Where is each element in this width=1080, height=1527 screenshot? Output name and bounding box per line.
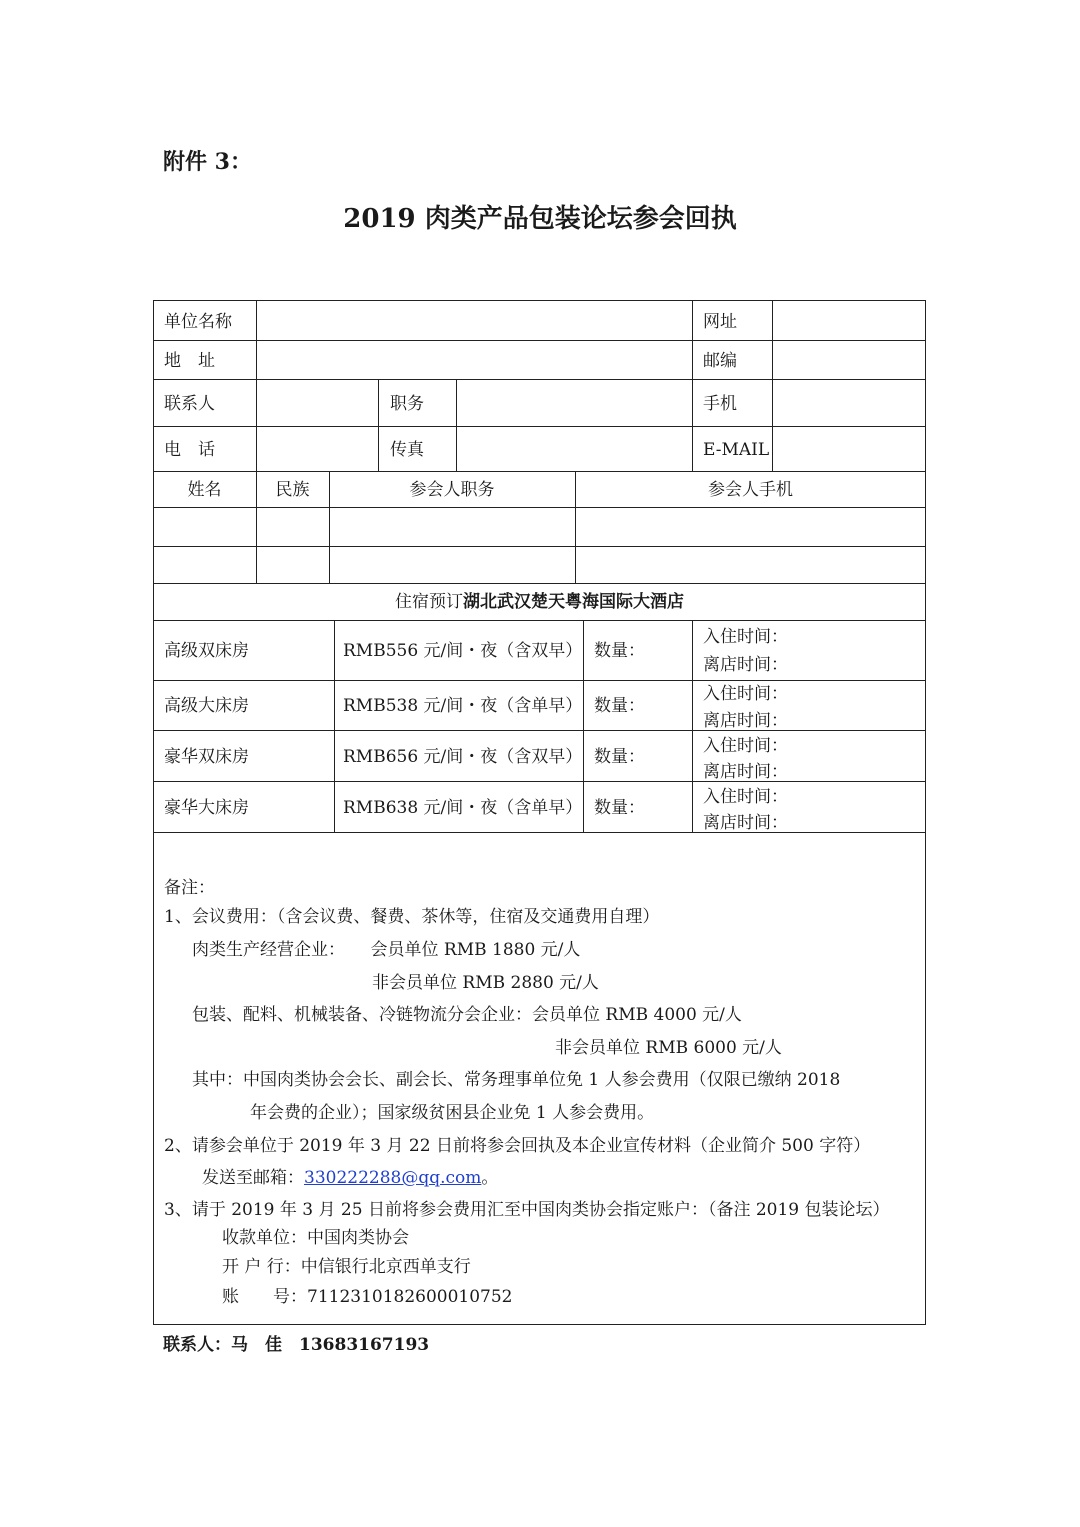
- row-divider: [153, 680, 926, 681]
- address-label: 地 址: [164, 351, 215, 371]
- checkin-label: 入住时间：: [703, 787, 788, 807]
- email-label: E-MAIL: [703, 440, 770, 460]
- col-divider: [378, 379, 379, 471]
- row-divider: [153, 620, 926, 621]
- room-quantity-label: 数量：: [594, 798, 645, 818]
- room-quantity-label: 数量：: [594, 641, 645, 661]
- exemption-line-2: 年会费的企业）；国家级贫困县企业免 1 人参会费用。: [250, 1103, 655, 1123]
- room-type: 豪华双床房: [164, 747, 249, 767]
- document-title: 2019 肉类产品包装论坛参会回执: [343, 204, 737, 234]
- notes-heading: 备注：: [164, 878, 215, 898]
- checkout-label: 离店时间：: [703, 711, 788, 731]
- row-divider: [153, 832, 926, 833]
- hotel-name: 湖北武汉楚天粤海国际大酒店: [463, 592, 684, 612]
- payee-line: 收款单位：中国肉类协会: [222, 1228, 409, 1248]
- position-label: 职务: [390, 394, 424, 414]
- hotel-reservation-title: [153, 592, 926, 612]
- row-divider: [153, 730, 926, 731]
- send-to-line: [202, 1167, 498, 1189]
- room-type: 豪华大床房: [164, 798, 249, 818]
- bank-line: 开 户 行：中信银行北京西单支行: [222, 1257, 471, 1277]
- checkout-label: 离店时间：: [703, 813, 788, 833]
- row-divider: [153, 340, 926, 341]
- packaging-nonmember-fee: 非会员单位 RMB 6000 元/人: [555, 1038, 782, 1058]
- meat-member-fee: 肉类生产经营企业： 会员单位 RMB 1880 元/人: [192, 940, 581, 960]
- contact-person-label: 联系人: [164, 394, 215, 414]
- row-divider: [153, 781, 926, 782]
- col-divider: [772, 300, 773, 471]
- row-divider: [153, 507, 926, 508]
- room-type: 高级双床房: [164, 641, 249, 661]
- room-price: RMB556 元/间・夜（含双早）: [343, 641, 583, 661]
- hotel-prefix: 住宿预订: [395, 592, 463, 612]
- checkout-label: 离店时间：: [703, 762, 788, 782]
- unit-name-label: 单位名称: [164, 312, 232, 332]
- col-divider: [692, 300, 693, 471]
- col-divider: [256, 300, 257, 471]
- row-divider: [153, 583, 926, 584]
- contact-email-link[interactable]: 330222288@qq.com: [304, 1168, 482, 1188]
- room-price: RMB638 元/间・夜（含单早）: [343, 798, 583, 818]
- row-divider: [153, 426, 926, 427]
- attendee-header-name: 姓名: [187, 480, 222, 500]
- room-type: 高级大床房: [164, 696, 249, 716]
- attendee-header-mobile: 参会人手机: [708, 480, 793, 500]
- packaging-member-fee: 包装、配料、机械装备、冷链物流分会企业：会员单位 RMB 4000 元/人: [192, 1005, 742, 1025]
- phone-label: 电 话: [164, 440, 215, 460]
- col-divider: [583, 620, 584, 832]
- account-line: 账 号：7112310182600010752: [222, 1287, 513, 1307]
- room-price: RMB538 元/间・夜（含单早）: [343, 696, 583, 716]
- notes-item-3: 3、请于 2019 年 3 月 25 日前将参会费用汇至中国肉类协会指定账户：（备注 2019 包装论坛）: [164, 1200, 890, 1220]
- period: 。: [481, 1168, 499, 1188]
- website-label: 网址: [703, 312, 737, 332]
- attendee-header-ethnicity: 民族: [275, 480, 310, 500]
- attachment-label: 附件 3：: [163, 149, 252, 175]
- notes-item-1: 1、会议费用：（含会议费、餐费、茶休等，住宿及交通费用自理）: [164, 907, 660, 927]
- room-price: RMB656 元/间・夜（含双早）: [343, 747, 583, 767]
- mobile-label: 手机: [703, 394, 737, 414]
- fax-label: 传真: [390, 440, 424, 460]
- attendee-header-position: 参会人职务: [409, 480, 495, 500]
- row-divider: [153, 471, 926, 472]
- exemption-line-1: 其中：中国肉类协会会长、副会长、常务理事单位免 1 人参会费用（仅限已缴纳 2018: [192, 1070, 841, 1090]
- room-quantity-label: 数量：: [594, 747, 645, 767]
- checkin-label: 入住时间：: [703, 736, 788, 756]
- col-divider: [334, 620, 335, 832]
- postcode-label: 邮编: [703, 351, 737, 371]
- checkin-label: 入住时间：: [703, 627, 788, 647]
- row-divider: [153, 546, 926, 547]
- room-quantity-label: 数量：: [594, 696, 645, 716]
- send-to-label: 发送至邮箱：: [202, 1168, 304, 1188]
- footer-contact: 联系人：马 佳 13683167193: [163, 1335, 430, 1355]
- checkout-label: 离店时间：: [703, 655, 788, 675]
- checkin-label: 入住时间：: [703, 684, 788, 704]
- col-divider: [456, 379, 457, 471]
- meat-nonmember-fee: 非会员单位 RMB 2880 元/人: [372, 973, 599, 993]
- row-divider: [153, 379, 926, 380]
- notes-item-2: 2、请参会单位于 2019 年 3 月 22 日前将参会回执及本企业宣传材料（企业简介 500 字符）: [164, 1136, 871, 1156]
- col-divider: [692, 620, 693, 832]
